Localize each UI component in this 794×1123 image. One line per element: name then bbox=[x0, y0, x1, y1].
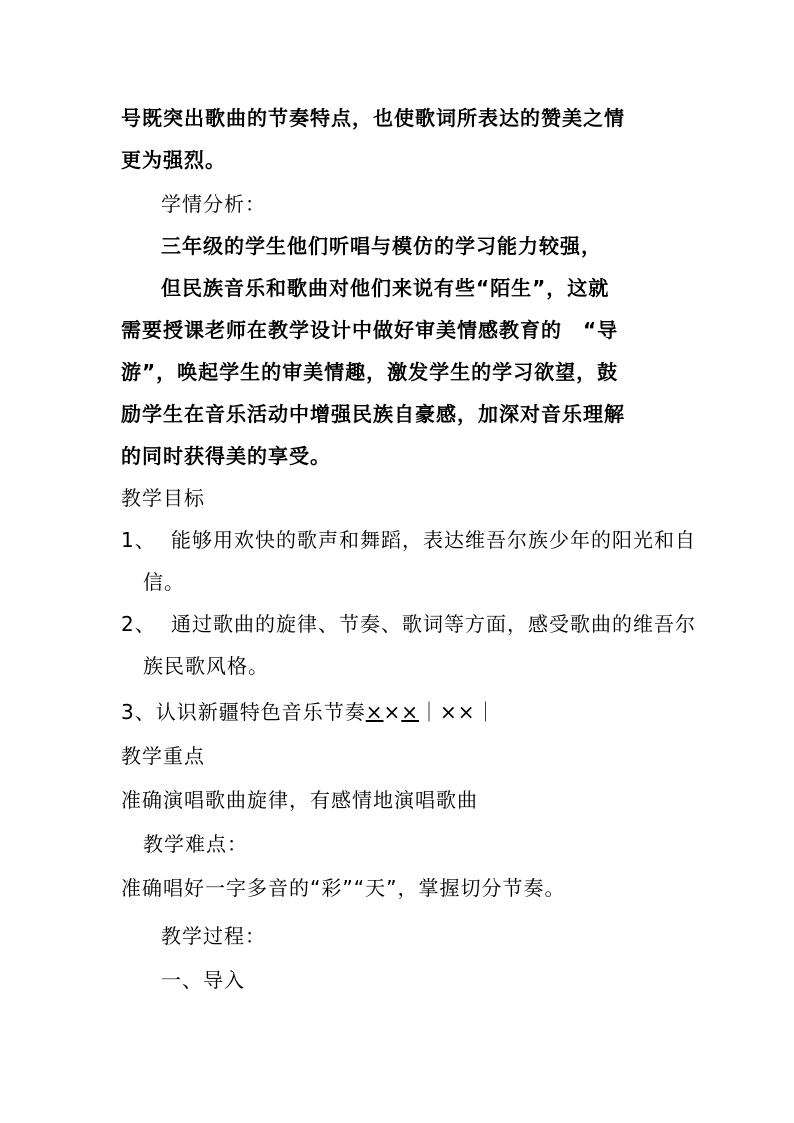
section-heading-process: 教学过程： bbox=[161, 924, 266, 948]
goal-number: 1、 bbox=[121, 528, 156, 552]
analysis-line: 需要授课老师在教学设计中做好审美情感教育的 “导 bbox=[121, 318, 619, 342]
section-heading-difficulties: 教学难点： bbox=[143, 832, 248, 856]
goal-line: 通过歌曲的旋律、节奏、歌词等方面，感受歌曲的维吾尔 bbox=[171, 612, 696, 636]
goal-line: 信。 bbox=[143, 570, 185, 594]
section-heading-analysis: 学情分析： bbox=[161, 192, 266, 216]
goal-number: 2、 bbox=[121, 612, 156, 636]
analysis-line: 但民族音乐和歌曲对他们来说有些“陌生”，这就 bbox=[161, 276, 610, 300]
analysis-line: 励学生在音乐活动中增强民族自豪感，加深对音乐理解 bbox=[121, 402, 625, 426]
rhythm-note: × bbox=[383, 700, 402, 724]
analysis-line: 三年级的学生他们听唱与模仿的学习能力较强， bbox=[161, 234, 602, 258]
section-heading-key-points: 教学重点 bbox=[121, 744, 205, 768]
goal-line: 能够用欢快的歌声和舞蹈，表达维吾尔族少年的阳光和自 bbox=[171, 528, 696, 552]
difficulties-text: 准确唱好一字多音的“彩”“天”，掌握切分节奏。 bbox=[121, 876, 566, 900]
paragraph-line: 更为强烈。 bbox=[121, 148, 226, 172]
analysis-line: 的同时获得美的享受。 bbox=[121, 444, 331, 468]
goal-line: 族民歌风格。 bbox=[143, 654, 269, 678]
paragraph-line: 号既突出歌曲的节奏特点，也使歌词所表达的赞美之情 bbox=[121, 106, 625, 130]
analysis-line: 游”，唤起学生的审美情趣，激发学生的学习欲望，鼓 bbox=[121, 360, 619, 384]
goal-3-prefix: 3、认识新疆特色音乐节奏 bbox=[121, 700, 366, 724]
rhythm-measure: ｜××｜ bbox=[419, 700, 497, 724]
rhythm-note-underlined: × bbox=[401, 700, 420, 724]
rhythm-note-underlined: × bbox=[365, 700, 384, 724]
key-points-text: 准确演唱歌曲旋律，有感情地演唱歌曲 bbox=[121, 788, 478, 812]
section-heading-intro: 一、导入 bbox=[161, 968, 245, 992]
section-heading-goals: 教学目标 bbox=[121, 486, 205, 510]
goal-3-line bbox=[121, 698, 497, 726]
